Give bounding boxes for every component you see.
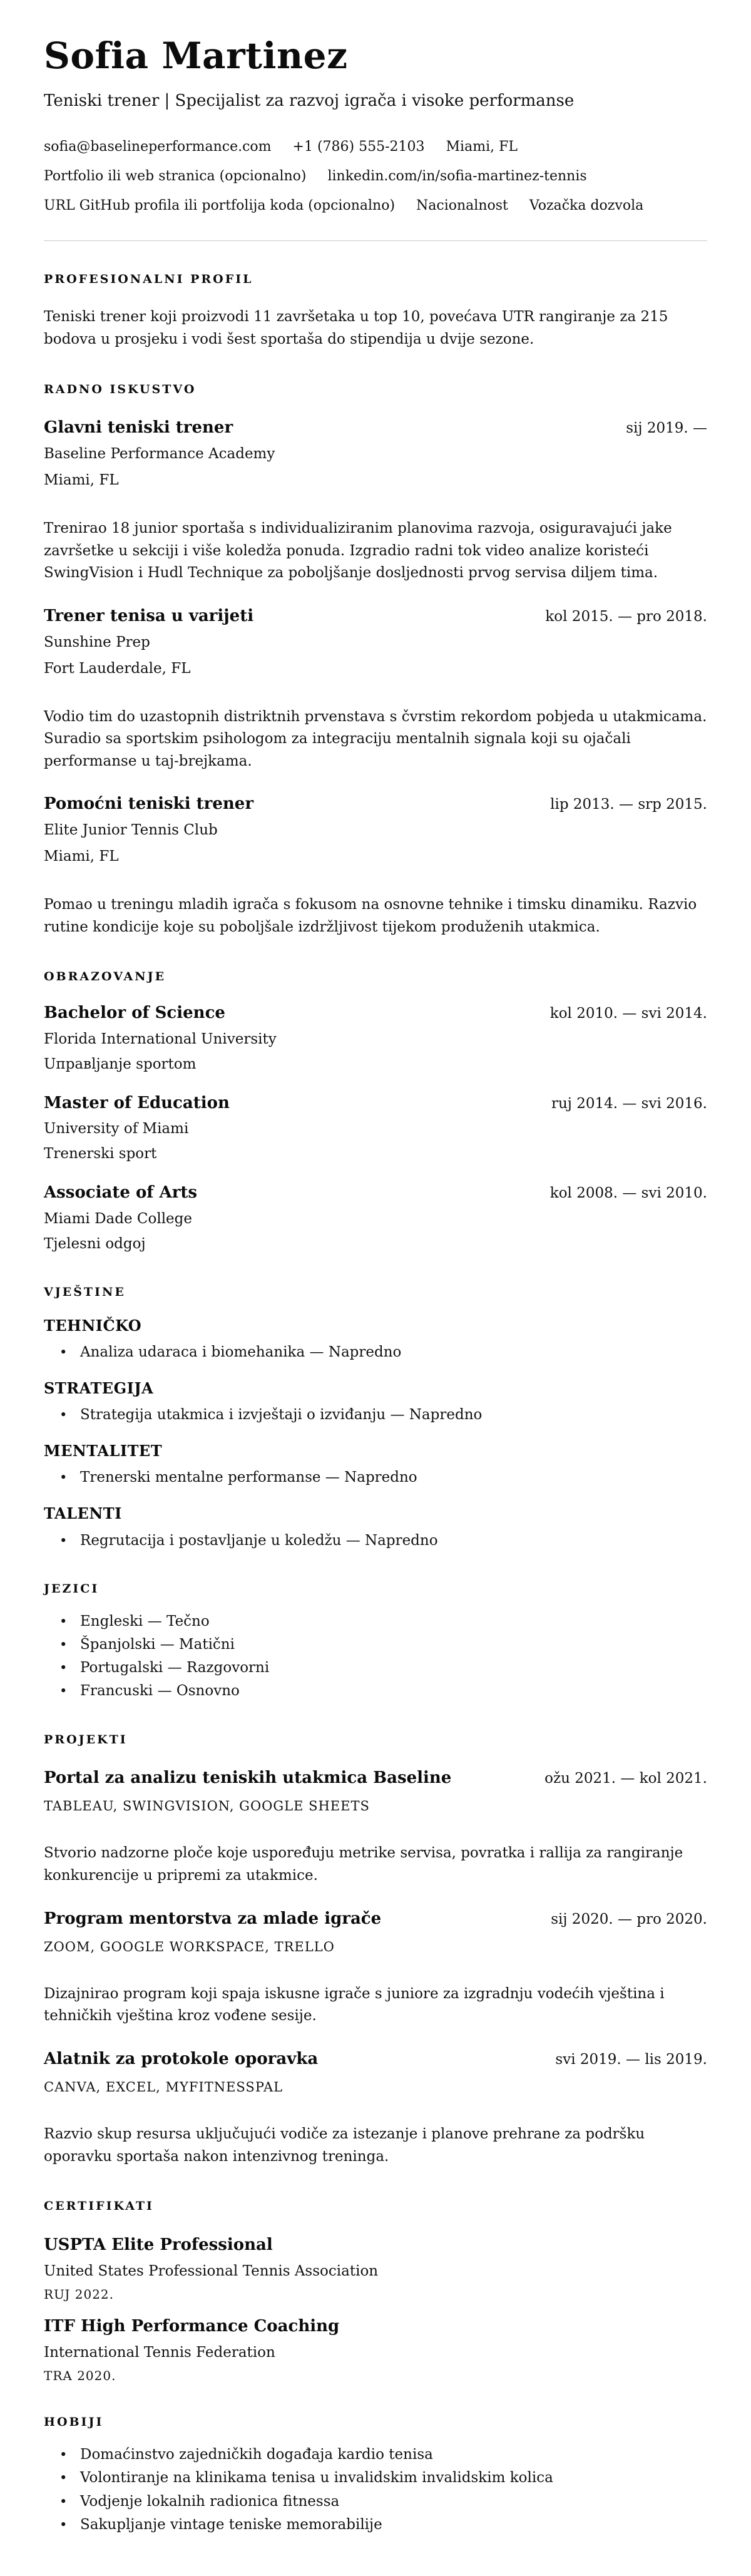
education-entry-header: [44, 1093, 707, 1114]
contact-portfolio-placeholder: Portfolio ili web stranica (opcionalno): [44, 168, 307, 185]
skill-list: [44, 1405, 707, 1425]
section-certifications: [44, 2199, 707, 2383]
contact-email: sofia@baselineperformance.com: [44, 139, 272, 155]
project-entry: [44, 2049, 707, 2168]
skill-group-title: TALENTI: [44, 1504, 122, 1523]
job-entry: [44, 794, 707, 938]
project-dates: sij 2020. — pro 2020.: [551, 1911, 707, 1927]
project-title: Portal za analizu teniskih utakmica Baseline: [44, 1768, 452, 1788]
project-title: Program mentorstva za mlade igrače: [44, 1909, 382, 1928]
job-description: Pomao u treningu mladih igrača s fokusom na osnovne tehnike i timsku dinamiku. Razvio rutine kondicije koje su poboljšale izdržljivost tijekom produženih utakmica.: [44, 896, 697, 935]
degree-school: Florida International University: [44, 1030, 277, 1047]
section-heading: OBRAZOVANJE: [44, 970, 166, 984]
job-description: Vodio tim do uzastopnih distriktnih prvenstava s čvrstim rekordom pobjeda u utakmicama. Suradio sa sportskim psihologom za integraciju mentalnih signala koji su ojačali performanse u taj-brejkama.: [44, 708, 707, 769]
degree-field: Tjelesni odgoj: [44, 1235, 146, 1252]
section-profile: [44, 272, 707, 351]
skill-item: • Strategija utakmica i izvještaji o izviđanju — Napredno: [44, 1405, 707, 1425]
job-entry: [44, 606, 707, 773]
language-item: • Portugalski — Razgovorni: [44, 1658, 707, 1678]
contact-nationality: Nacionalnost: [416, 197, 508, 213]
section-languages: [44, 1582, 707, 1701]
section-experience: [44, 382, 707, 939]
degree-title: Bachelor of Science: [44, 1003, 225, 1023]
education-entry-header: [44, 1183, 707, 1204]
skill-group-title: MENTALITET: [44, 1442, 163, 1460]
degree-field: Uправljanje sportom: [44, 1055, 197, 1072]
degree-field: Trenerski sport: [44, 1146, 157, 1162]
degree-dates: kol 2010. — svi 2014.: [549, 1005, 707, 1022]
skill-item: • Regrutacija i postavljanje u koledžu — Napredno: [44, 1531, 707, 1551]
job-title: Trener tenisa u varijeti: [44, 606, 254, 625]
page-title: Sofia Martinez: [44, 34, 348, 77]
header-divider: [44, 240, 707, 241]
skill-list: [44, 1343, 707, 1362]
job-dates: lip 2013. — srp 2015.: [550, 796, 707, 813]
job-entry-header: [44, 606, 707, 627]
job-title: Glavni teniski trener: [44, 418, 233, 438]
project-stack: CANVA, EXCEL, MYFITNESSPAL: [44, 2079, 284, 2095]
project-description: Dizajnirao program koji spaja iskusne igrače s juniore za izgradnju vodećih vještina i tehničkih vještina kroz vođene sesije.: [44, 1985, 665, 2024]
certification-date: RUJ 2022.: [44, 2286, 115, 2302]
project-stack: ZOOM, GOOGLE WORKSPACE, TRELLO: [44, 1939, 335, 1954]
section-hobbies: [44, 2415, 707, 2535]
certification-name: USPTA Elite Professional: [44, 2235, 273, 2255]
education-entry-header: [44, 1003, 707, 1024]
job-company: Baseline Performance Academy: [44, 446, 275, 463]
job-company: Elite Junior Tennis Club: [44, 822, 218, 839]
contact-phone: +1 (786) 555-2103: [292, 139, 425, 155]
skill-item: • Analiza udaraca i biomehanika — Napredno: [44, 1343, 707, 1362]
section-heading: PROJEKTI: [44, 1732, 128, 1747]
skill-group-title: STRATEGIJA: [44, 1378, 154, 1397]
certification-issuer: International Tennis Federation: [44, 2344, 275, 2361]
section-projects: [44, 1733, 707, 2168]
section-heading: RADNO ISKUSTVO: [44, 382, 197, 396]
project-description: Razvio skup resursa uključujući vodiče za istezanje i planove prehrane za podršku oporavku sportaša nakon intenzivnog treninga.: [44, 2126, 645, 2165]
contact-drivers-license: Vozačka dozvola: [529, 197, 644, 213]
section-education: [44, 970, 707, 1254]
degree-dates: kol 2008. — svi 2010.: [549, 1185, 707, 1202]
job-entry-header: [44, 418, 707, 439]
skill-item: • Trenerski mentalne performanse — Napredno: [44, 1468, 707, 1487]
section-heading: PROFESIONALNI PROFIL: [44, 272, 253, 286]
section-heading: VJEŠTINE: [44, 1285, 126, 1299]
project-entry: [44, 1768, 707, 1887]
project-dates: svi 2019. — lis 2019.: [555, 2051, 707, 2068]
job-location: Fort Lauderdale, FL: [44, 660, 191, 677]
project-stack: TABLEAU, SWINGVISION, GOOGLE SHEETS: [44, 1799, 370, 1814]
language-list: [44, 1612, 707, 1701]
section-heading: HOBIJI: [44, 2414, 104, 2429]
project-entry-header: [44, 1909, 707, 1930]
language-item: • Engleski — Tečno: [44, 1612, 707, 1631]
job-entry: [44, 418, 707, 585]
certification-name: ITF High Performance Coaching: [44, 2316, 340, 2336]
job-title: Pomoćni teniski trener: [44, 794, 254, 814]
project-entry-header: [44, 2049, 707, 2070]
job-description: Trenirao 18 junior sportaša s individualiziranim planovima razvoja, osiguravajući jake završetke u sekciji i više koledža ponuda. Izgradio radni tok video analize koristeći SwingVision i Hudl Technique za poboljšanje dosljednosti prvog servisa diljem tima.: [44, 520, 672, 582]
skill-list: [44, 1468, 707, 1487]
job-dates: sij 2019. —: [626, 420, 707, 437]
header-tagline: Teniski trener | Specijalist za razvoj igrača i visoke performanse: [44, 91, 575, 110]
project-entry: [44, 1909, 707, 2028]
certification-date: TRA 2020.: [44, 2368, 116, 2383]
section-skills: [44, 1285, 707, 1551]
job-entry-header: [44, 794, 707, 815]
header: [44, 35, 707, 241]
hobby-list: [44, 2445, 707, 2534]
job-dates: kol 2015. — pro 2018.: [545, 608, 707, 625]
hobby-item: • Sakupljanje vintage teniske memorabilije: [44, 2515, 707, 2535]
contact-location: Miami, FL: [446, 139, 518, 155]
contact-row: [44, 197, 707, 215]
degree-school: Miami Dade College: [44, 1211, 192, 1228]
degree-title: Master of Education: [44, 1093, 230, 1112]
degree-school: University of Miami: [44, 1121, 189, 1137]
certification-issuer: United States Professional Tennis Association: [44, 2263, 379, 2280]
section-heading: CERTIFIKATI: [44, 2199, 154, 2214]
contact-block: [44, 138, 707, 215]
job-location: Miami, FL: [44, 472, 119, 489]
hobby-item: • Volontiranje na klinikama tenisa u invalidskim invalidskim kolica: [44, 2468, 707, 2488]
language-item: • Španjolski — Matični: [44, 1635, 707, 1655]
skill-list: [44, 1531, 707, 1551]
certification-entry: [44, 2235, 707, 2302]
hobby-item: • Vodjenje lokalnih radionica fitnessa: [44, 2492, 707, 2512]
job-location: Miami, FL: [44, 848, 119, 865]
profile-summary: Teniski trener koji proizvodi 11 završetaka u top 10, povećava UTR rangiranje za 215 bodova u prosjeku i vodi šest sportaša do stipendija u dvije sezone.: [44, 309, 668, 347]
section-heading: JEZICI: [44, 1581, 100, 1596]
contact-row: [44, 138, 707, 157]
skill-group-title: TEHNIČKO: [44, 1316, 142, 1335]
project-entry-header: [44, 1768, 707, 1789]
job-company: Sunshine Prep: [44, 634, 150, 650]
project-dates: ožu 2021. — kol 2021.: [544, 1770, 707, 1787]
contact-linkedin: linkedin.com/in/sofia-martinez-tennis: [327, 168, 587, 185]
education-entry: [44, 1183, 707, 1254]
education-entry: [44, 1003, 707, 1074]
degree-dates: ruj 2014. — svi 2016.: [551, 1095, 707, 1112]
certification-entry: [44, 2316, 707, 2384]
contact-github-placeholder: URL GitHub profila ili portfolija koda (opcionalno): [44, 197, 396, 213]
project-description: Stvorio nadzorne ploče koje uspoređuju metrike servisa, povratka i rallija za rangiranje konkurencije u pripremi za utakmice.: [44, 1845, 683, 1884]
education-entry: [44, 1093, 707, 1164]
language-item: • Francuski — Osnovno: [44, 1681, 707, 1701]
hobby-item: • Domaćinstvo zajedničkih događaja kardio tenisa: [44, 2445, 707, 2465]
degree-title: Associate of Arts: [44, 1183, 198, 1203]
contact-row: [44, 167, 707, 186]
project-title: Alatnik za protokole oporavka: [44, 2050, 319, 2069]
